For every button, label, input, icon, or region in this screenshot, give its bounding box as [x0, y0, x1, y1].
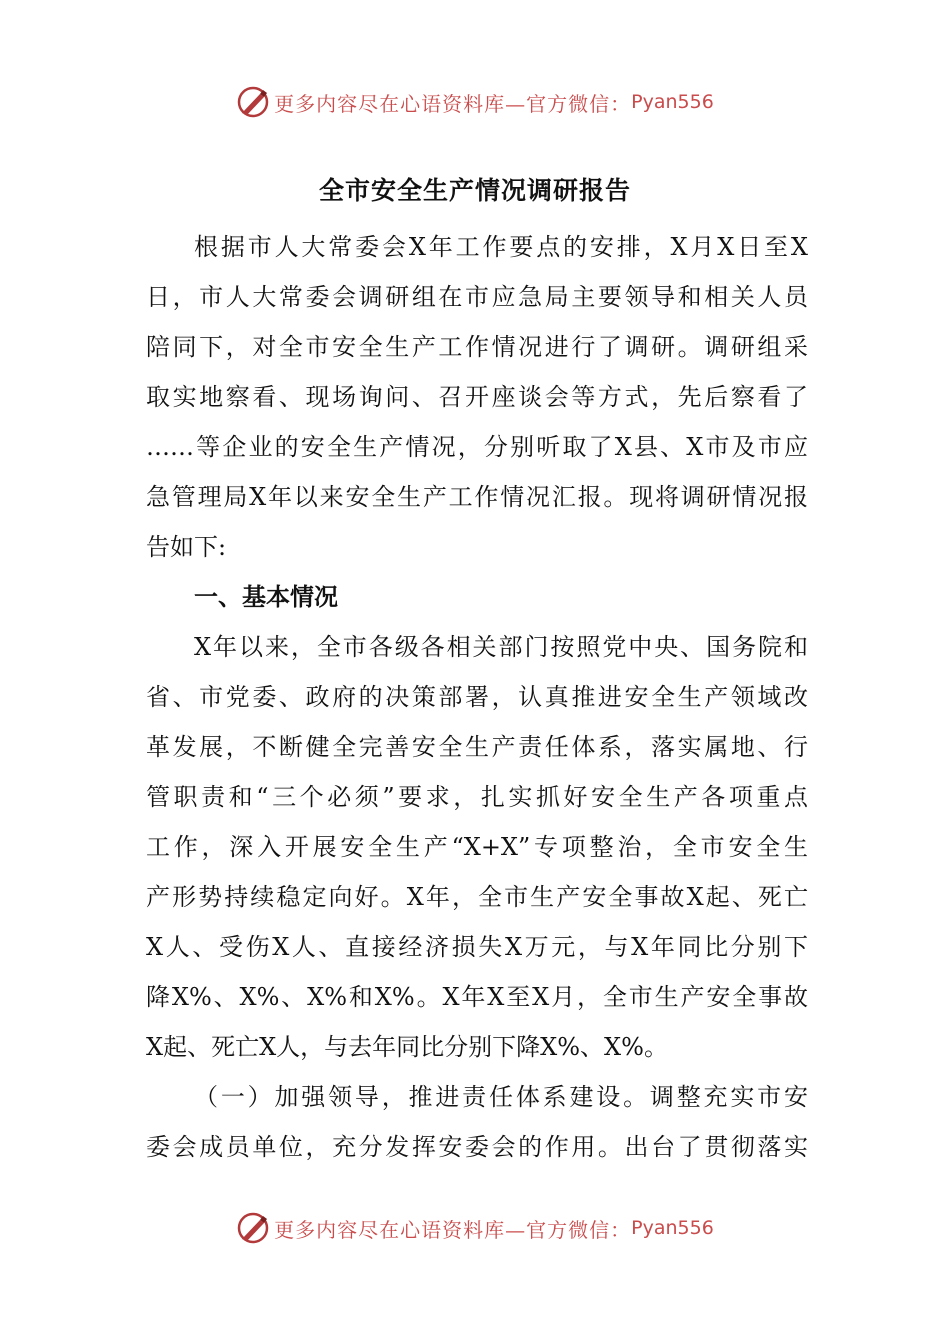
banner-text: 更多内容尽在心语资料库—官方微信：: [274, 1217, 632, 1242]
body-line: 省、市党委、政府的决策部署，认真推进安全生产领域改: [146, 683, 808, 711]
body-line: 告如下:: [146, 533, 227, 561]
document-title: 全市安全生产情况调研报告: [318, 176, 631, 205]
pen-logo-icon: [236, 85, 270, 119]
footer-banner: [0, 1208, 950, 1248]
body-line: 降X%、X%、X%和X%。X年X至X月，全市生产安全事故: [146, 983, 808, 1011]
body-line: X年以来，全市各级各相关部门按照党中央、国务院和: [194, 633, 808, 661]
body-line: 急管理局X年以来安全生产工作情况汇报。现将调研情况报: [146, 483, 808, 511]
header-banner: [0, 82, 950, 122]
banner-wechat-id: Pyan556: [631, 1217, 714, 1239]
body-line: 委会成员单位，充分发挥安委会的作用。出台了贯彻落实: [146, 1133, 808, 1161]
banner-wechat-id: Pyan556: [631, 91, 714, 113]
body-line: 陪同下，对全市安全生产工作情况进行了调研。调研组采: [146, 333, 808, 361]
body-line: X起、死亡X人，与去年同比分别下降X%、X%。: [146, 1033, 668, 1061]
body-line: X人、受伤X人、直接经济损失X万元，与X年同比分别下: [146, 933, 808, 961]
banner-text: 更多内容尽在心语资料库—官方微信：: [274, 91, 632, 116]
body-line: 取实地察看、现场询问、召开座谈会等方式，先后察看了: [146, 383, 808, 411]
pen-logo-icon: [236, 1211, 270, 1245]
body-line: 产形势持续稳定向好。X年，全市生产安全事故X起、死亡: [146, 883, 808, 911]
document-body: [146, 222, 808, 1172]
body-line: 日，市人大常委会调研组在市应急局主要领导和相关人员: [146, 283, 808, 311]
body-line: 革发展，不断健全完善安全生产责任体系，落实属地、行: [146, 733, 808, 761]
body-line: 管职责和“三个必须”要求，扎实抓好安全生产各项重点: [146, 783, 808, 811]
subsection-line: （一）加强领导，推进责任体系建设。调整充实市安: [194, 1083, 808, 1111]
body-line: 根据市人大常委会X年工作要点的安排，X月X日至X: [194, 233, 808, 261]
body-line: ……等企业的安全生产情况，分别听取了X县、X市及市应: [146, 433, 808, 461]
body-line: 工作，深入开展安全生产“X+X”专项整治，全市安全生: [146, 833, 808, 861]
section-heading: 一、基本情况: [194, 583, 338, 611]
